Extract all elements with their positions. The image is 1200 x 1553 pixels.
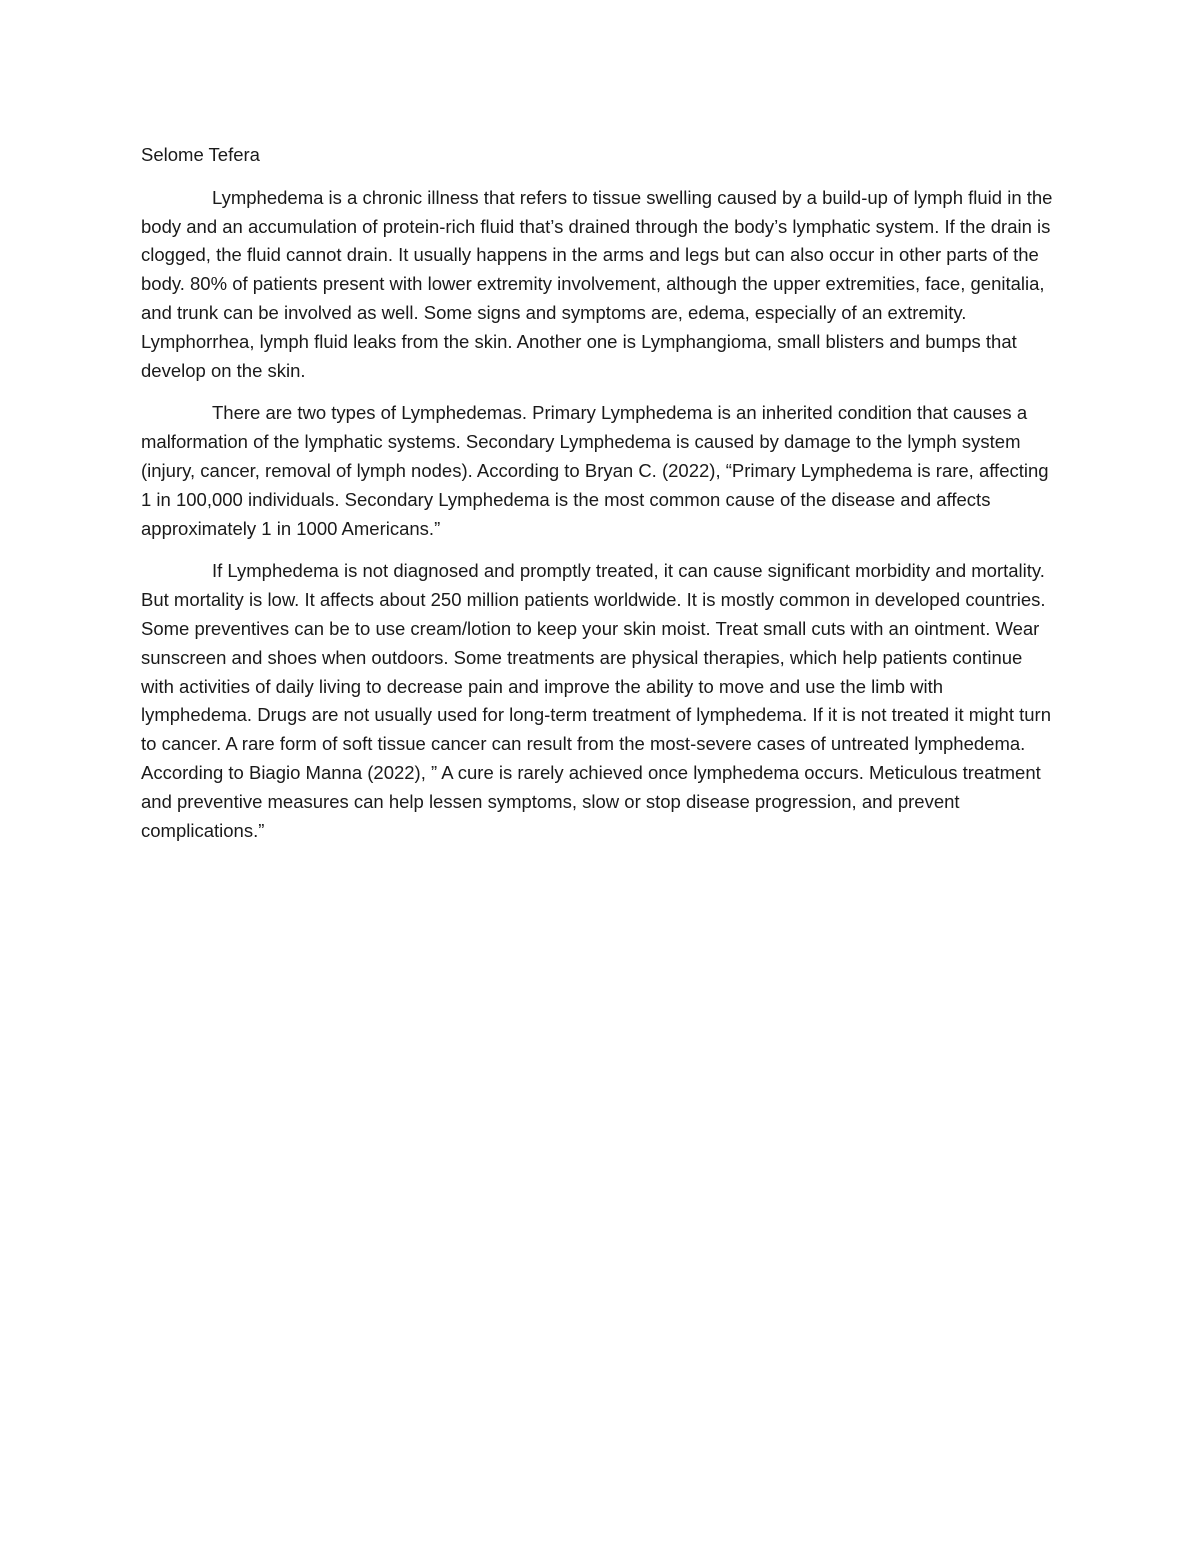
paragraph-treatment: If Lymphedema is not diagnosed and promptly treated, it can cause significant morbidity and mortality. But mortality is low. It affects about 250 million patients worldwide. It is mostly common in developed countries. Some preventives can be to use cream/lotion to keep your skin moist. Treat small cuts with an ointment. Wear sunscreen and shoes when outdoors. Some treatments are physical therapies, which help patients continue with activities of daily living to decrease pain and improve the ability to move and use the limb with lymphedema. Drugs are not usually used for long-term treatment of lymphedema. If it is not treated it might turn to cancer. A rare form of soft tissue cancer can result from the most-severe cases of untreated lymphedema. According to Biagio Manna (2022), ” A cure is rarely achieved once lymphedema occurs. Meticulous treatment and preventive measures can help lessen symptoms, slow or stop disease progression, and prevent complications.” [141, 560, 1052, 841]
document-body [141, 141, 1059, 859]
paragraph-intro: Lymphedema is a chronic illness that refers to tissue swelling caused by a build-up of lymph fluid in the body and an accumulation of protein-rich fluid that’s drained through the body’s lymphatic system. If the drain is clogged, the fluid cannot drain. It usually happens in the arms and legs but can also occur in other parts of the body. 80% of patients present with lower extremity involvement, although the upper extremities, face, genitalia, and trunk can be involved as well. Some signs and symptoms are, edema, especially of an extremity. Lymphorrhea, lymph fluid leaks from the skin. Another one is Lymphangioma, small blisters and bumps that develop on the skin. [141, 186, 1053, 381]
author-name: Selome Tefera [141, 144, 260, 165]
paragraph-types: There are two types of Lymphedemas. Primary Lymphedema is an inherited condition that causes a malformation of the lymphatic systems. Secondary Lymphedema is caused by damage to the lymph system (injury, cancer, removal of lymph nodes). According to Bryan C. (2022), “Primary Lymphedema is rare, affecting 1 in 100,000 individuals. Secondary Lymphedema is the most common cause of the disease and affects approximately 1 in 1000 Americans.” [141, 402, 1049, 539]
